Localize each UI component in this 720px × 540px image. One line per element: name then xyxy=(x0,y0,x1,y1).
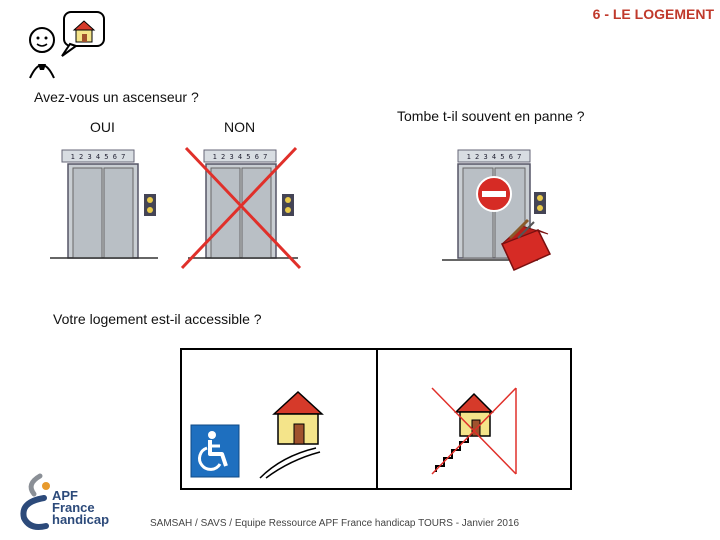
panel-divider xyxy=(376,348,378,490)
question-elevator: Avez-vous un ascenseur ? xyxy=(34,89,199,105)
svg-text:1 2 3 4 5 6 7: 1 2 3 4 5 6 7 xyxy=(466,153,522,161)
elevator-icon xyxy=(40,140,164,262)
house-stairs-crossed-icon xyxy=(428,382,524,478)
logo-line-2: France xyxy=(52,500,95,515)
wheelchair-icon xyxy=(190,424,240,478)
logo-line-1: APF xyxy=(52,488,78,503)
footer-text: SAMSAH / SAVS / Equipe Ressource APF France handicap TOURS - Janvier 2016 xyxy=(150,518,520,529)
house-ramp-icon xyxy=(256,386,336,480)
person-speech-icon xyxy=(14,8,110,82)
logo-line-3: handicap xyxy=(52,512,110,527)
svg-text:1 2 3 4 5 6 7: 1 2 3 4 5 6 7 xyxy=(70,153,126,161)
question-breakdown: Tombe t-il souvent en panne ? xyxy=(397,108,585,124)
page-title: 6 - LE LOGEMENT xyxy=(592,6,714,22)
elevator-crossed-icon xyxy=(176,140,306,272)
question-accessible: Votre logement est-il accessible ? xyxy=(53,311,262,327)
apf-logo xyxy=(18,472,138,536)
elevator-broken-icon xyxy=(438,142,568,282)
answer-no-label: NON xyxy=(224,119,256,135)
svg-text:1 2 3 4 5 6 7: 1 2 3 4 5 6 7 xyxy=(212,153,268,161)
answer-yes-label: OUI xyxy=(90,119,115,135)
